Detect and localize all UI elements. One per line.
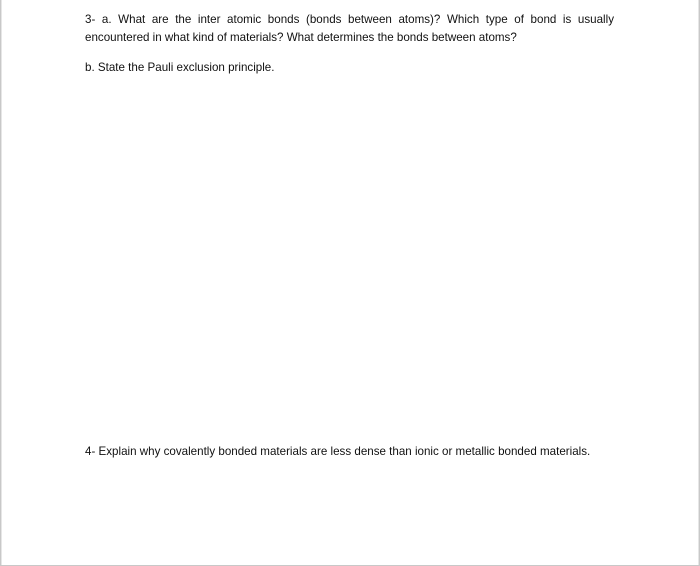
question-3a-line-2: encountered in what kind of materials? What determines the bonds between atoms?: [85, 31, 517, 44]
question-3b: b. State the Pauli exclusion principle.: [85, 61, 275, 74]
question-4: 4- Explain why covalently bonded materials are less dense than ionic or metallic bonded materials.: [85, 445, 591, 458]
question-3a-line-1: 3- a. What are the inter atomic bonds (bonds between atoms)? Which type of bond is usually: [85, 13, 614, 26]
question-3a: [85, 11, 614, 47]
